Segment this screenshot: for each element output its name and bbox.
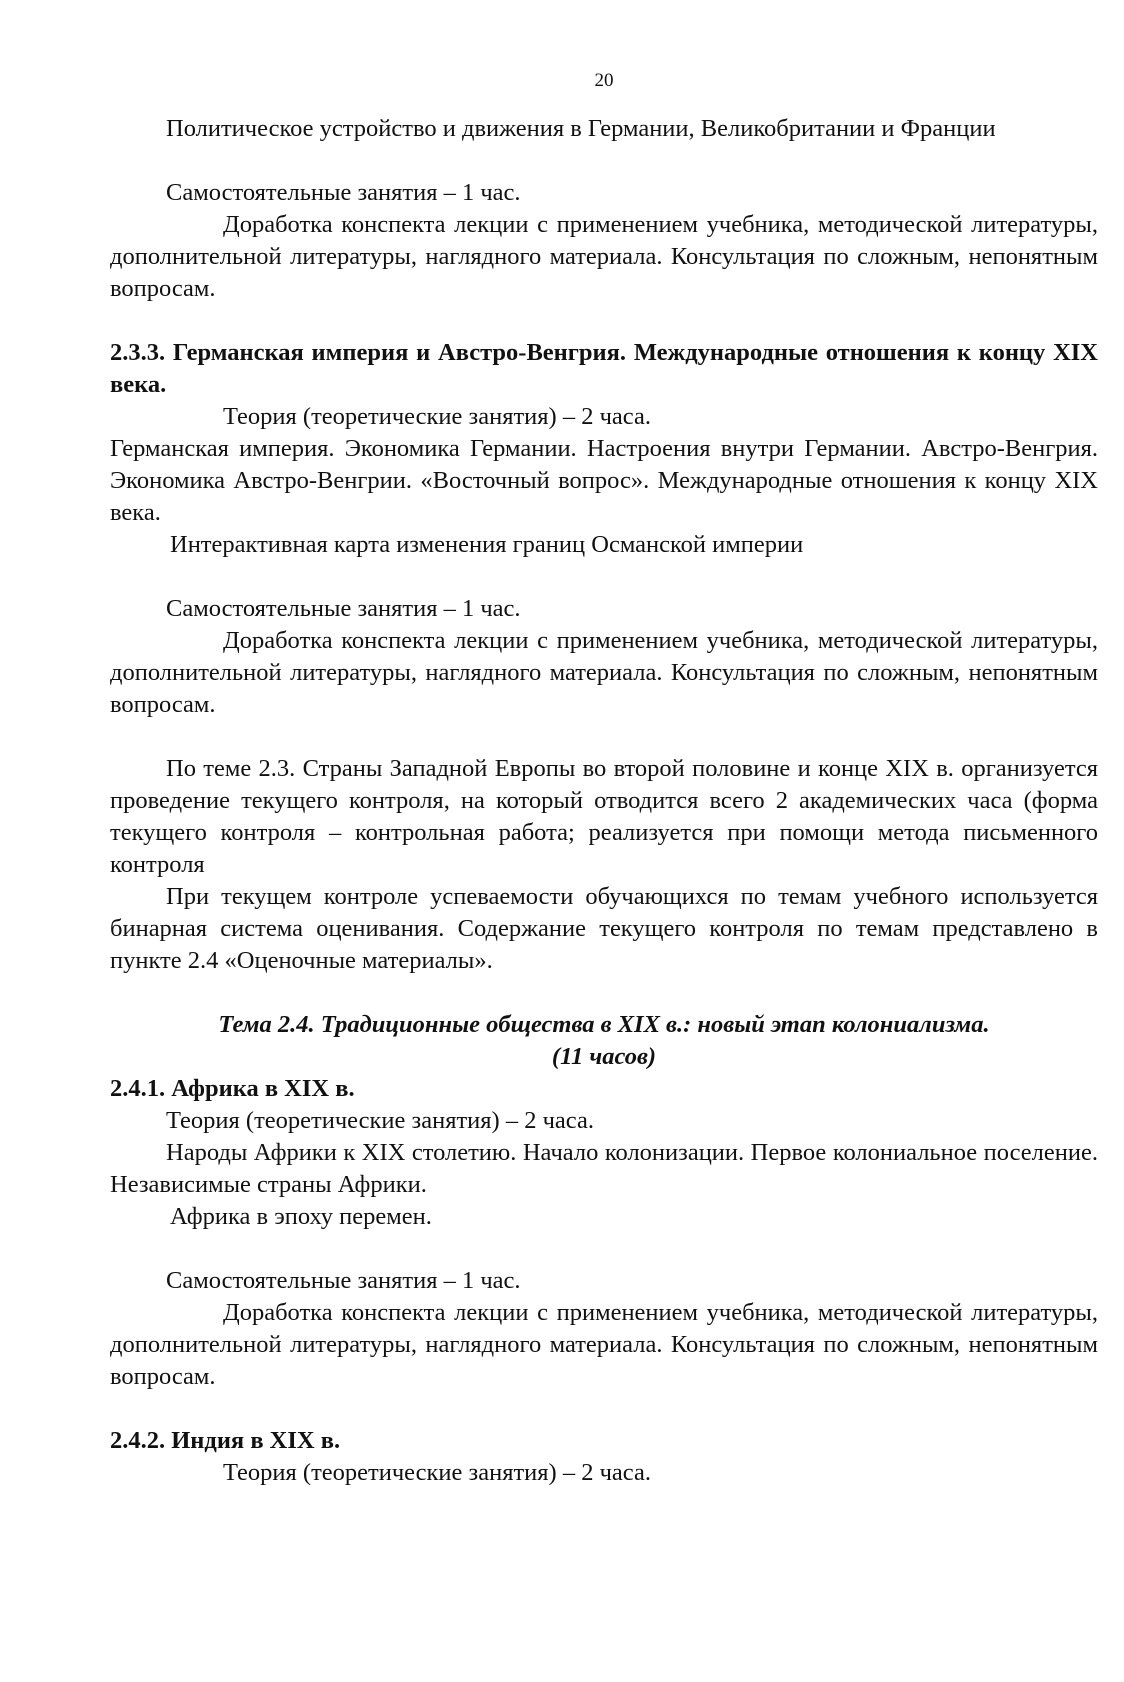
paragraph-theory-hours: Теория (теоретические занятия) – 2 часа. xyxy=(223,403,651,430)
paragraph-self-study-hours: Самостоятельные занятия – 1 час. xyxy=(166,179,521,206)
page-number: 20 xyxy=(594,70,614,91)
paragraph-africa-era: Африка в эпоху перемен. xyxy=(170,1203,432,1230)
paragraph-german-empire-topics: Германская империя. Экономика Германии. Настроения внутри Германии. Австро-Венгрия. Экономика Австро-Венгрии. «Восточный вопрос». Международные отношения к концу XIX века. xyxy=(110,435,1098,526)
paragraph-theory-hours: Теория (теоретические занятия) – 2 часа. xyxy=(166,1107,594,1134)
page-content xyxy=(110,113,1098,1489)
section-heading-2-4-1: 2.4.1. Африка в XIX в. xyxy=(110,1075,355,1102)
section-heading-2-4-2: 2.4.2. Индия в XIX в. xyxy=(110,1427,341,1454)
section-heading-2-3-3: 2.3.3. Германская империя и Австро-Венгрия. Международные отношения к концу XIX века. xyxy=(110,339,1098,398)
paragraph-spacer xyxy=(110,305,1098,337)
paragraph-spacer xyxy=(110,721,1098,753)
paragraph-africa-topics: Народы Африки к XIX столетию. Начало колонизации. Первое колониальное поселение. Независимые страны Африки. xyxy=(110,1139,1098,1198)
topic-heading-hours: (11 часов) xyxy=(551,1043,657,1070)
paragraph-spacer xyxy=(110,1393,1098,1425)
paragraph-self-study-description: Доработка конспекта лекции с применением учебника, методической литературы, дополнительной литературы, наглядного материала. Консультация по сложным, непонятным вопросам. xyxy=(110,211,1098,302)
paragraph-self-study-hours: Самостоятельные занятия – 1 час. xyxy=(166,595,521,622)
paragraph-interactive-map: Интерактивная карта изменения границ Османской империи xyxy=(170,531,804,558)
paragraph-spacer xyxy=(110,145,1098,177)
topic-heading-2-4: Тема 2.4. Традиционные общества в XIX в.: новый этап колониализма. xyxy=(218,1011,990,1038)
paragraph-spacer xyxy=(110,1233,1098,1265)
paragraph-self-study-description: Доработка конспекта лекции с применением учебника, методической литературы, дополнительной литературы, наглядного материала. Консультация по сложным, непонятным вопросам. xyxy=(110,1299,1098,1390)
paragraph-theory-hours: Теория (теоретические занятия) – 2 часа. xyxy=(223,1459,651,1486)
paragraph-political-structure: Политическое устройство и движения в Германии, Великобритании и Франции xyxy=(166,115,996,142)
paragraph-current-control: По теме 2.3. Страны Западной Европы во второй половине и конце XIX в. организуется проведение текущего контроля, на который отводится всего 2 академических часа (форма текущего контроля – контрольная работа; реализуется при помощи метода письменного контроля xyxy=(110,755,1098,878)
paragraph-self-study-hours: Самостоятельные занятия – 1 час. xyxy=(166,1267,521,1294)
paragraph-spacer xyxy=(110,977,1098,1009)
paragraph-self-study-description: Доработка конспекта лекции с применением учебника, методической литературы, дополнительной литературы, наглядного материала. Консультация по сложным, непонятным вопросам. xyxy=(110,627,1098,718)
paragraph-spacer xyxy=(110,561,1098,593)
paragraph-grading-system: При текущем контроле успеваемости обучающихся по темам учебного используется бинарная система оценивания. Содержание текущего контроля по темам представлено в пункте 2.4 «Оценочные материалы». xyxy=(110,883,1098,974)
